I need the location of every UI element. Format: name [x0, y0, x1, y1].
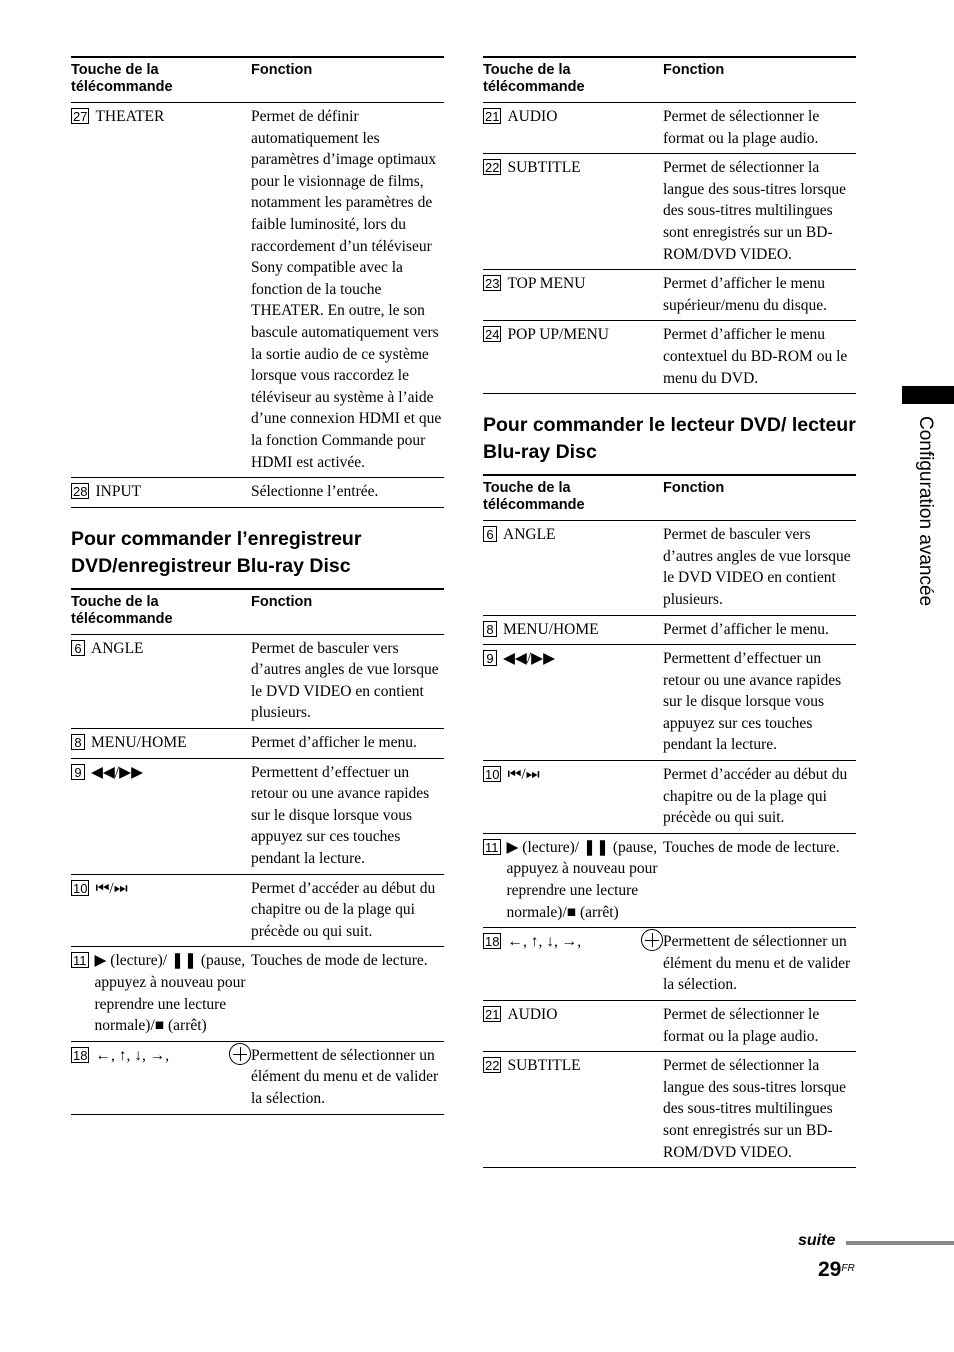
key-label: AUDIO [507, 108, 558, 125]
function-cell: Permet de sélectionner la langue des sous-titres lorsque des sous-titres multilingues sont enregistrés sur un BD-ROM/DVD VIDEO. [663, 1057, 846, 1161]
key-cell [483, 928, 663, 1001]
key-cell-content [483, 837, 663, 923]
key-cell [483, 761, 663, 834]
table-row [483, 1001, 856, 1052]
key-number-badge: 9 [71, 764, 85, 780]
key-cell-content [71, 762, 251, 784]
remote-table-right-1 [483, 56, 856, 394]
key-cell [483, 521, 663, 615]
table-row [483, 521, 856, 615]
key-number-badge: 18 [73, 1047, 88, 1063]
function-cell: Permet d’accéder au début du chapitre ou de la plage qui précède ou qui suit. [663, 766, 848, 827]
key-cell-content [483, 524, 663, 546]
key-number-badge: 9 [483, 650, 497, 666]
function-cell: Touches de mode de lecture. [663, 838, 840, 856]
key-cell [71, 758, 251, 874]
table-row [483, 321, 856, 394]
header-key: Touche de la télécommande [71, 593, 173, 627]
header-key: Touche de la télécommande [483, 62, 585, 95]
table-row [483, 154, 856, 270]
key-number-badge: 22 [485, 160, 500, 176]
key-number-badge: 8 [71, 734, 85, 750]
header-function: Fonction [663, 62, 725, 78]
key-cell [71, 874, 251, 947]
table-row [71, 103, 444, 478]
table-row [483, 761, 856, 834]
header-function: Fonction [251, 62, 313, 78]
key-cell-content [483, 273, 663, 295]
key-cell-content [483, 764, 663, 786]
key-number-badge: 24 [485, 327, 500, 343]
key-label: ▶ (lecture)/ ❚❚ (pause, appuyez à nouveau pour reprendre une lecture normale)/■ (arrêt) [506, 838, 658, 921]
key-cell [483, 154, 663, 270]
key-cell-content [483, 1004, 663, 1026]
key-cell [483, 321, 663, 394]
section-heading-recorder: Pour commander l’enregistreur DVD/enregistreur Blu-ray Disc [71, 527, 362, 577]
key-cell [483, 833, 663, 927]
table-row [483, 645, 856, 761]
function-cell: Permet de sélectionner le format ou la plage audio. [663, 1006, 820, 1045]
remote-table-left-2 [71, 588, 444, 1115]
key-cell-content [483, 106, 663, 128]
key-cell-content [483, 931, 663, 953]
key-label: ◀◀/▶▶ [503, 650, 555, 668]
function-cell: Sélectionne l’entrée. [251, 483, 379, 501]
function-cell: Permet d’accéder au début du chapitre ou de la plage qui précède ou qui suit. [251, 879, 436, 940]
key-cell [71, 729, 251, 759]
function-cell: Permet de basculer vers d’autres angles de vue lorsque le DVD VIDEO en contient plusieurs. [663, 526, 851, 608]
table-row [483, 615, 856, 645]
key-cell-content [483, 648, 663, 670]
function-cell: Permettent d’effectuer un retour ou une avance rapides sur le disque lorsque vous appuyez sur ces touches pendant la lecture. [251, 763, 430, 868]
page-number [818, 1258, 855, 1282]
enter-button-icon [641, 929, 663, 951]
key-number-badge: 27 [73, 109, 88, 124]
enter-button-icon [229, 1043, 251, 1065]
key-number-badge: 6 [71, 640, 85, 656]
side-tab-marker [902, 386, 954, 404]
function-cell: Permet de définir automatiquement les paramètres d’image optimaux pour le visionnage de films, notamment les paramètres de faible luminosité, lors du raccordement d’un téléviseur Sony compatible avec la fonction de la touche THEATER. En outre, le son bascule automatiquement vers la sortie audio de ce système lorsque vous raccordez le téléviseur au système à l’aide d’une connexion HDMI et que la fonction Commande pour HDMI est activée. [251, 108, 442, 471]
key-label: SUBTITLE [507, 1057, 581, 1075]
page-number-value: 29 [818, 1258, 842, 1281]
key-cell-content [483, 1055, 663, 1077]
table-row [483, 833, 856, 927]
key-cell [71, 103, 251, 478]
table-row [71, 758, 444, 874]
function-cell: Permettent de sélectionner un élément du menu et de valider la sélection. [251, 1046, 439, 1107]
key-cell [483, 103, 663, 154]
table-row [71, 478, 444, 508]
header-function: Fonction [251, 593, 313, 610]
side-section-label: Configuration avancée [915, 416, 936, 607]
key-cell-content [483, 324, 663, 346]
key-cell-content [71, 950, 251, 1036]
key-label: ←, ↑, ↓, →, [507, 933, 582, 951]
key-label: ▶ (lecture)/ ❚❚ (pause, appuyez à nouveau pour reprendre une lecture normale)/■ (arrêt) [94, 952, 246, 1035]
table-row [71, 947, 444, 1041]
table-row [71, 1041, 444, 1114]
remote-table-right-2 [483, 474, 856, 1168]
function-cell: Permet d’afficher le menu supérieur/menu du disque. [663, 275, 828, 314]
key-cell [483, 1001, 663, 1052]
key-cell-content [483, 619, 663, 641]
right-column [483, 56, 856, 1168]
table-row [483, 270, 856, 321]
function-cell: Permettent de sélectionner un élément du menu et de valider la sélection. [663, 933, 851, 994]
table-row [71, 634, 444, 728]
key-number-badge: 10 [73, 880, 88, 896]
key-cell-content [71, 106, 251, 128]
table-row [483, 928, 856, 1001]
key-label: TOP MENU [507, 275, 586, 293]
header-key: Touche de la télécommande [71, 62, 173, 95]
key-number-badge: 22 [485, 1058, 500, 1074]
table-row [71, 729, 444, 759]
key-label: POP UP/MENU [507, 326, 609, 344]
key-cell-content [483, 157, 663, 179]
key-label: ANGLE [503, 526, 556, 544]
key-cell [483, 615, 663, 645]
key-label: THEATER [95, 108, 165, 125]
key-cell-content [71, 481, 251, 503]
key-cell-content [71, 638, 251, 660]
key-number-badge: 10 [485, 767, 500, 783]
key-cell [71, 947, 251, 1041]
key-label: MENU/HOME [91, 734, 187, 752]
key-number-badge: 21 [485, 1007, 500, 1022]
function-cell: Touches de mode de lecture. [251, 952, 428, 970]
key-number-badge: 21 [485, 109, 500, 124]
page-language: FR [841, 1263, 855, 1274]
left-column [71, 56, 444, 1115]
function-cell: Permet de sélectionner la langue des sous-titres lorsque des sous-titres multilingues sont enregistrés sur un BD-ROM/DVD VIDEO. [663, 159, 846, 263]
key-cell [71, 1041, 251, 1114]
key-number-badge: 8 [483, 621, 497, 637]
continued-line [846, 1241, 954, 1245]
key-label: ←, ↑, ↓, →, [95, 1046, 170, 1064]
function-cell: Permettent d’effectuer un retour ou une avance rapides sur le disque lorsque vous appuyez sur ces touches pendant la lecture. [663, 650, 842, 754]
key-number-badge: 23 [485, 276, 500, 292]
key-label: MENU/HOME [503, 620, 599, 638]
function-cell: Permet d’afficher le menu. [251, 734, 417, 752]
key-label: SUBTITLE [507, 159, 581, 177]
table-row [483, 103, 856, 154]
key-cell [483, 1052, 663, 1168]
function-cell: Permet d’afficher le menu. [663, 620, 829, 638]
remote-table-left-1 [71, 56, 444, 508]
function-cell: Permet de sélectionner le format ou la plage audio. [663, 108, 820, 147]
key-number-badge: 18 [485, 934, 500, 950]
function-cell: Permet d’afficher le menu contextuel du BD-ROM ou le menu du DVD. [663, 326, 848, 387]
continued-label: suite [798, 1232, 836, 1249]
key-cell [483, 270, 663, 321]
key-number-badge: 28 [73, 484, 88, 500]
table-row [483, 1052, 856, 1168]
key-cell [483, 645, 663, 761]
table-row [71, 874, 444, 947]
key-number-badge: 6 [483, 526, 497, 542]
function-cell: Permet de basculer vers d’autres angles de vue lorsque le DVD VIDEO en contient plusieurs. [251, 639, 439, 722]
section-heading-player: Pour commander le lecteur DVD/ lecteur Blu-ray Disc [483, 414, 856, 464]
key-number-badge: 11 [485, 839, 499, 855]
key-cell-content [71, 1045, 251, 1067]
key-label: AUDIO [507, 1006, 558, 1023]
key-label: ⏮/⏭ [507, 766, 540, 784]
key-cell-content [71, 732, 251, 754]
key-label: ◀◀/▶▶ [91, 763, 143, 781]
key-label: ⏮/⏭ [95, 879, 128, 897]
header-key: Touche de la télécommande [483, 480, 585, 514]
header-function: Fonction [663, 480, 725, 497]
key-label: ANGLE [91, 639, 144, 657]
key-cell [71, 634, 251, 728]
key-label: INPUT [95, 483, 142, 501]
key-cell-content [71, 878, 251, 900]
key-cell [71, 478, 251, 508]
key-number-badge: 11 [73, 953, 87, 969]
